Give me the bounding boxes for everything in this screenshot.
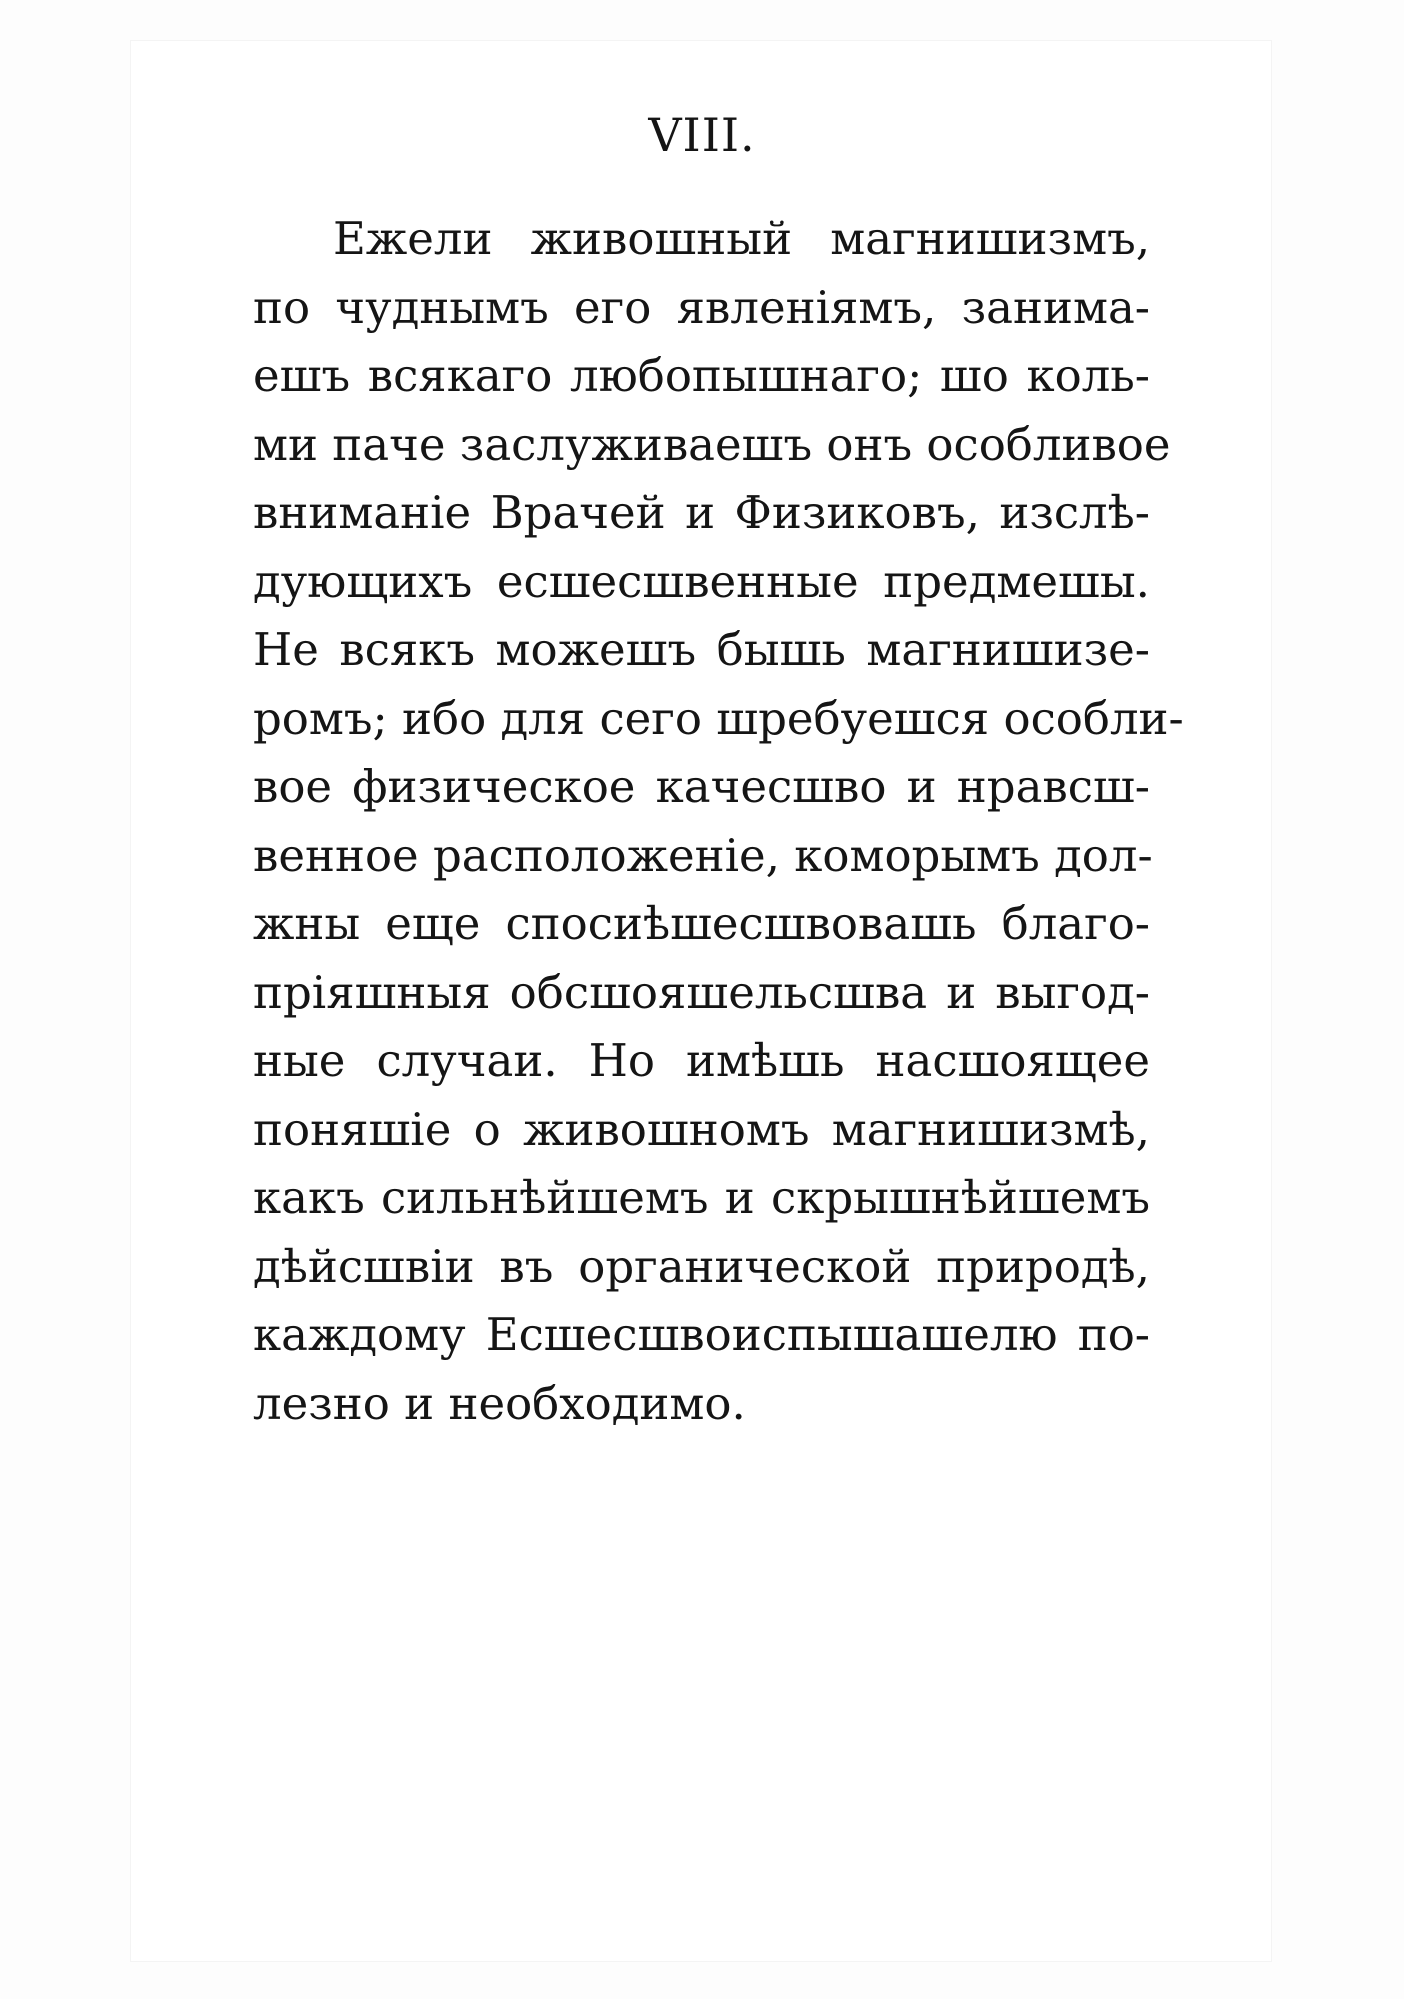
paragraph-line: ми паче заслуживаешъ онъ особливое <box>253 417 1171 471</box>
paragraph-line: дующихъ есшесшвенные предмешы. <box>253 554 1150 608</box>
paragraph-line: Не всякъ можешъ бышь магнишизе- <box>253 623 1150 676</box>
paragraph-line: поняшіе о живошномъ магнишизмѣ, <box>253 1102 1150 1156</box>
paragraph-line: дѣйсшвіи въ органической природѣ, <box>253 1239 1150 1293</box>
paragraph <box>253 205 1184 1438</box>
paragraph-line: ные случаи. Но имѣшь насшоящее <box>253 1034 1150 1087</box>
paragraph-line: Ежели живошный магнишизмъ, <box>333 212 1150 265</box>
paragraph-line: пріяшныя обсшояшельсшва и выгод- <box>253 965 1150 1019</box>
paragraph-line: жны еще спосиѣшесшвовашь благо- <box>253 897 1150 950</box>
paragraph-line: ромъ; ибо для сего шребуешся особли- <box>253 691 1184 745</box>
paragraph-line: какъ сильнѣйшемъ и скрышнѣйшемъ <box>253 1171 1150 1224</box>
paragraph-line: вое физическое качесшво и нравсш- <box>253 760 1150 813</box>
paragraph-line: вниманіе Врачей и Физиковъ, изслѣ- <box>253 486 1150 539</box>
paragraph-line: каждому Есшесшвоиспышашелю по- <box>253 1308 1150 1361</box>
paragraph-line: лезно и необходимо. <box>253 1376 746 1430</box>
paragraph-line: по чуднымъ его явленіямъ, занима- <box>253 280 1150 334</box>
page-number: VIII. <box>648 108 756 162</box>
paragraph-line: ешъ всякаго любопышнаго; шо коль- <box>253 349 1150 402</box>
paragraph-line: венное расположеніе, коморымъ дол- <box>253 828 1153 882</box>
